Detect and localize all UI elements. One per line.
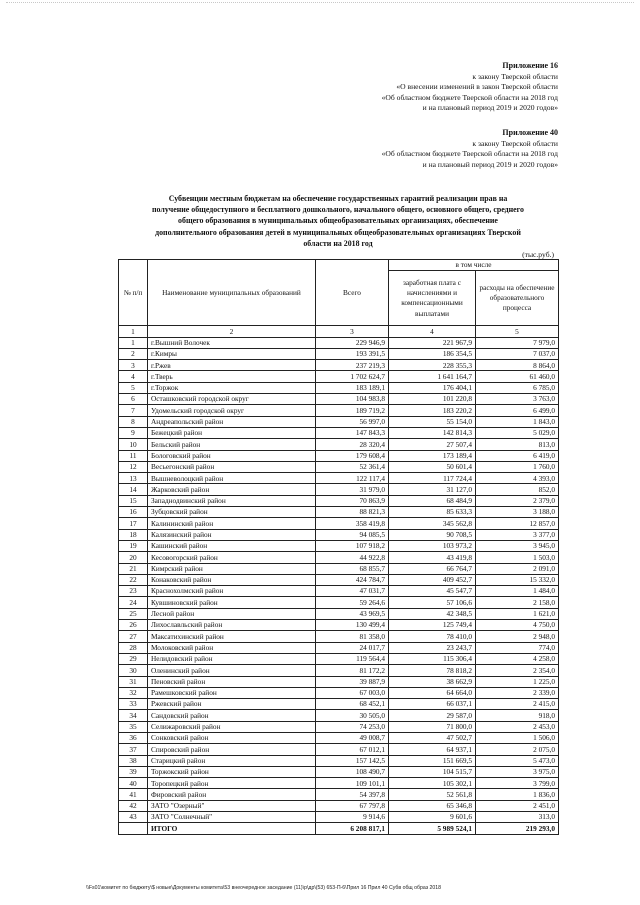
total-value: 81 172,2: [316, 665, 389, 676]
table-body: [119, 326, 559, 834]
appendix-line: «О внесении изменений в закон Тверской области: [396, 82, 558, 91]
total-value: 237 219,3: [316, 360, 389, 371]
salary-value: 103 973,2: [389, 540, 476, 551]
expenses-value: 3 377,0: [476, 529, 559, 540]
row-number: 1: [119, 337, 148, 348]
expenses-value: 1 484,0: [476, 586, 559, 597]
salary-value: 68 484,9: [389, 495, 476, 506]
row-number: 11: [119, 450, 148, 461]
appendix-line: «Об областном бюджете Тверской области на 2018 год: [381, 92, 558, 102]
municipality-name: Молоковский район: [148, 642, 316, 653]
expenses-value: 1 760,0: [476, 461, 559, 472]
total-value: 189 719,2: [316, 405, 389, 416]
total-value: 88 821,3: [316, 507, 389, 518]
row-number: 6: [119, 394, 148, 405]
table-row: [119, 439, 559, 450]
units-label: (тыс.руб.): [522, 250, 554, 259]
row-number: 40: [119, 778, 148, 789]
expenses-value: 1 836,0: [476, 789, 559, 800]
row-number: 38: [119, 755, 148, 766]
total-value: 229 946,9: [316, 337, 389, 348]
salary-value: 176 404,1: [389, 382, 476, 393]
salary-value: 71 800,0: [389, 721, 476, 732]
title-line: Субвенции местным бюджетам на обеспечение государственных гарантий реализации прав на: [168, 194, 508, 203]
row-number: 37: [119, 744, 148, 755]
salary-value: 66 764,7: [389, 563, 476, 574]
total-value: 179 608,4: [316, 450, 389, 461]
total-value: 107 918,2: [316, 540, 389, 551]
row-number: 33: [119, 699, 148, 710]
expenses-value: 3 763,0: [476, 394, 559, 405]
municipality-name: Торжокский район: [148, 766, 316, 777]
salary-value: 117 724,4: [389, 473, 476, 484]
row-number: 7: [119, 405, 148, 416]
row-number: 23: [119, 586, 148, 597]
salary-value: 29 587,0: [389, 710, 476, 721]
table-row: [119, 394, 559, 405]
salary-value: 228 355,3: [389, 360, 476, 371]
expenses-value: 5 473,0: [476, 755, 559, 766]
salary-value: 43 419,8: [389, 552, 476, 563]
total-value: 59 264,6: [316, 597, 389, 608]
row-number: 43: [119, 812, 148, 823]
municipality-name: Лихославльский район: [148, 620, 316, 631]
total-value: 6 208 817,1: [316, 823, 389, 834]
table-row: [119, 755, 559, 766]
table-row: [119, 699, 559, 710]
row-number: 22: [119, 574, 148, 585]
municipality-name: Вышневолоцкий район: [148, 473, 316, 484]
appendix-line: к закону Тверской области: [472, 71, 558, 81]
expenses-value: 3 975,0: [476, 766, 559, 777]
salary-value: 31 127,0: [389, 484, 476, 495]
expenses-value: 15 332,0: [476, 574, 559, 585]
subventions-table: [118, 259, 559, 835]
expenses-value: 1 843,0: [476, 416, 559, 427]
row-number: 39: [119, 766, 148, 777]
salary-value: 23 243,7: [389, 642, 476, 653]
salary-value: 78 818,2: [389, 665, 476, 676]
salary-value: 101 220,8: [389, 394, 476, 405]
salary-value: 186 354,5: [389, 348, 476, 359]
expenses-value: 7 979,0: [476, 337, 559, 348]
expenses-value: 313,0: [476, 812, 559, 823]
total-value: 31 979,0: [316, 484, 389, 495]
municipality-name: Старицкий район: [148, 755, 316, 766]
municipality-name: Бельский район: [148, 439, 316, 450]
row-number: [119, 823, 148, 834]
table-row: [119, 529, 559, 540]
row-number: 31: [119, 676, 148, 687]
expenses-value: 2 354,0: [476, 665, 559, 676]
municipality-name: Кашинский район: [148, 540, 316, 551]
table-row: [119, 405, 559, 416]
row-number: 26: [119, 620, 148, 631]
salary-value: 38 662,9: [389, 676, 476, 687]
row-number: 8: [119, 416, 148, 427]
municipality-name: Бежецкий район: [148, 427, 316, 438]
salary-value: 45 547,7: [389, 586, 476, 597]
row-number: 18: [119, 529, 148, 540]
salary-value: 183 220,2: [389, 405, 476, 416]
municipality-name: Жарковский район: [148, 484, 316, 495]
salary-value: 5 989 524,1: [389, 823, 476, 834]
total-value: 52 361,4: [316, 461, 389, 472]
appendix-40-block: [382, 128, 558, 170]
total-value: 109 101,1: [316, 778, 389, 789]
row-number: 19: [119, 540, 148, 551]
total-value: 157 142,5: [316, 755, 389, 766]
expenses-value: 2 948,0: [476, 631, 559, 642]
table-row: [119, 574, 559, 585]
municipality-name: Конаковский район: [148, 574, 316, 585]
table-row: [119, 620, 559, 631]
row-number: 13: [119, 473, 148, 484]
appendix-line: «Об областном бюджете Тверской области на 2018 год: [381, 149, 558, 158]
table-row: [119, 563, 559, 574]
total-value: 43 969,5: [316, 608, 389, 619]
row-number: 36: [119, 732, 148, 743]
municipality-name: Весьегонский район: [148, 461, 316, 472]
row-number: 24: [119, 597, 148, 608]
total-value: 44 922,8: [316, 552, 389, 563]
total-value: 67 003,0: [316, 687, 389, 698]
expenses-value: 2 379,0: [476, 495, 559, 506]
expenses-value: 852,0: [476, 484, 559, 495]
row-number: 25: [119, 608, 148, 619]
row-number: 20: [119, 552, 148, 563]
total-value: 183 189,1: [316, 382, 389, 393]
municipality-name: Краснохолмский район: [148, 586, 316, 597]
municipality-name: Осташковский городской округ: [148, 394, 316, 405]
total-value: 119 564,4: [316, 653, 389, 664]
municipality-name: Калининский район: [148, 518, 316, 529]
municipality-name: Сонковский район: [148, 732, 316, 743]
row-number: 16: [119, 507, 148, 518]
title-line: дополнительного образования детей в муниципальных общеобразовательных организациях Тверской: [155, 227, 521, 237]
table-row: [119, 687, 559, 698]
expenses-value: 1 621,0: [476, 608, 559, 619]
table-row: [119, 518, 559, 529]
expenses-value: 1 225,0: [476, 676, 559, 687]
table-row: [119, 427, 559, 438]
total-value: 358 419,8: [316, 518, 389, 529]
expenses-value: 3 799,0: [476, 778, 559, 789]
municipality-name: Кимрский район: [148, 563, 316, 574]
header-salary: заработная плата с начислениями и компенсационными выплатами: [389, 271, 476, 326]
total-value: 49 008,7: [316, 732, 389, 743]
expenses-value: 2 451,0: [476, 800, 559, 811]
total-value: 70 863,9: [316, 495, 389, 506]
table-row: [119, 676, 559, 687]
header-num: № п/п: [119, 260, 148, 326]
salary-value: 142 814,3: [389, 427, 476, 438]
row-number: 4: [119, 371, 148, 382]
table-row: [119, 766, 559, 777]
table-row: [119, 608, 559, 619]
municipality-name: Бологовский район: [148, 450, 316, 461]
total-value: 74 253,0: [316, 721, 389, 732]
table-row: [119, 540, 559, 551]
expenses-value: 774,0: [476, 642, 559, 653]
municipality-name: г.Кимры: [148, 348, 316, 359]
expenses-value: 918,0: [476, 710, 559, 721]
total-value: 39 887,9: [316, 676, 389, 687]
municipality-name: Селижаровский район: [148, 721, 316, 732]
expenses-value: 3 188,0: [476, 507, 559, 518]
index-cell: 4: [389, 326, 476, 337]
municipality-name: г.Торжок: [148, 382, 316, 393]
salary-value: 27 507,4: [389, 439, 476, 450]
municipality-name: Кувшиновский район: [148, 597, 316, 608]
table-row: [119, 450, 559, 461]
table-row: [119, 789, 559, 800]
table-row: [119, 416, 559, 427]
municipality-name: Андреапольский район: [148, 416, 316, 427]
salary-value: 9 601,6: [389, 812, 476, 823]
table-row: [119, 710, 559, 721]
expenses-value: 6 499,0: [476, 405, 559, 416]
municipality-name: ЗАТО "Солнечный": [148, 812, 316, 823]
table-row: [119, 642, 559, 653]
municipality-name: Оленинский район: [148, 665, 316, 676]
municipality-name: Сандовский район: [148, 710, 316, 721]
municipality-name: Лесной район: [148, 608, 316, 619]
row-number: 42: [119, 800, 148, 811]
table-row: [119, 382, 559, 393]
salary-value: 105 302,1: [389, 778, 476, 789]
table-row: [119, 800, 559, 811]
appendix-16-block: [382, 61, 558, 114]
total-value: 94 085,5: [316, 529, 389, 540]
salary-value: 55 154,0: [389, 416, 476, 427]
total-value: 67 797,8: [316, 800, 389, 811]
header-name: Наименование муниципальных образований: [148, 260, 316, 326]
municipality-name: Торопецкий район: [148, 778, 316, 789]
row-number: 30: [119, 665, 148, 676]
header-total: Всего: [316, 260, 389, 326]
table-row: [119, 631, 559, 642]
expenses-value: 2 091,0: [476, 563, 559, 574]
salary-value: 64 664,0: [389, 687, 476, 698]
salary-value: 50 601,4: [389, 461, 476, 472]
row-number: 15: [119, 495, 148, 506]
salary-value: 47 502,7: [389, 732, 476, 743]
total-value: 1 702 624,7: [316, 371, 389, 382]
table-row: [119, 732, 559, 743]
salary-value: 125 749,4: [389, 620, 476, 631]
municipality-name: Зубцовский район: [148, 507, 316, 518]
salary-value: 42 348,5: [389, 608, 476, 619]
expenses-value: 61 460,0: [476, 371, 559, 382]
salary-value: 409 452,7: [389, 574, 476, 585]
salary-value: 345 562,8: [389, 518, 476, 529]
index-cell: 3: [316, 326, 389, 337]
total-value: 47 031,7: [316, 586, 389, 597]
row-number: 29: [119, 653, 148, 664]
total-value: 68 452,1: [316, 699, 389, 710]
expenses-value: 219 293,0: [476, 823, 559, 834]
row-number: 41: [119, 789, 148, 800]
municipality-name: Нелидовский район: [148, 653, 316, 664]
municipality-name: г.Тверь: [148, 371, 316, 382]
appendix-heading: Приложение 40: [502, 128, 558, 137]
index-cell: 5: [476, 326, 559, 337]
row-number: 21: [119, 563, 148, 574]
salary-value: 151 669,5: [389, 755, 476, 766]
top-dotted-rule: [6, 2, 634, 4]
title-line: получение общедоступного и бесплатного дошкольного, начального общего, основного общего, среднего: [152, 205, 524, 215]
total-row: [119, 823, 559, 834]
expenses-value: 4 258,0: [476, 653, 559, 664]
expenses-value: 813,0: [476, 439, 559, 450]
expenses-value: 8 864,0: [476, 360, 559, 371]
expenses-value: 5 029,0: [476, 427, 559, 438]
salary-value: 104 515,7: [389, 766, 476, 777]
table-row: [119, 653, 559, 664]
salary-value: 65 346,8: [389, 800, 476, 811]
expenses-value: 12 857,0: [476, 518, 559, 529]
expenses-value: 3 945,0: [476, 540, 559, 551]
row-number: 17: [119, 518, 148, 529]
expenses-value: 2 075,0: [476, 744, 559, 755]
total-value: 193 391,5: [316, 348, 389, 359]
row-number: 12: [119, 461, 148, 472]
expenses-value: 6 419,0: [476, 450, 559, 461]
row-number: 28: [119, 642, 148, 653]
salary-value: 173 189,4: [389, 450, 476, 461]
total-value: 81 358,0: [316, 631, 389, 642]
municipality-name: Ржевский район: [148, 699, 316, 710]
row-number: 14: [119, 484, 148, 495]
table-row: [119, 337, 559, 348]
salary-value: 78 410,0: [389, 631, 476, 642]
expenses-value: 2 415,0: [476, 699, 559, 710]
total-value: 108 490,7: [316, 766, 389, 777]
column-index-row: [119, 326, 559, 337]
municipality-name: ЗАТО "Озерный": [148, 800, 316, 811]
municipality-name: Западнодвинский район: [148, 495, 316, 506]
total-value: 122 117,4: [316, 473, 389, 484]
index-cell: 1: [119, 326, 148, 337]
municipality-name: Рамешковский район: [148, 687, 316, 698]
header-including: в том числе: [389, 260, 559, 271]
table-row: [119, 473, 559, 484]
table-row: [119, 744, 559, 755]
expenses-value: 4 750,0: [476, 620, 559, 631]
municipality-name: Фировский район: [148, 789, 316, 800]
expenses-value: 1 506,0: [476, 732, 559, 743]
total-value: 424 784,7: [316, 574, 389, 585]
appendix-line: к закону Тверской области: [472, 138, 558, 148]
total-value: 9 914,6: [316, 812, 389, 823]
salary-value: 115 306,4: [389, 653, 476, 664]
table-row: [119, 360, 559, 371]
municipality-name: Спировский район: [148, 744, 316, 755]
municipality-name: Пеновский район: [148, 676, 316, 687]
document-title: [112, 193, 564, 249]
table-row: [119, 665, 559, 676]
total-value: 67 012,1: [316, 744, 389, 755]
row-number: 3: [119, 360, 148, 371]
appendix-heading: Приложение 16: [502, 61, 558, 70]
municipality-name: г.Ржев: [148, 360, 316, 371]
total-value: 68 855,7: [316, 563, 389, 574]
expenses-value: 2 158,0: [476, 597, 559, 608]
file-path-footer: \\Fs01\комитет по бюджету\$ новые\Документы комитета\53 внеочередное заседание (11)\р\др\(53) 653-П-6\Прил 16 Прил 40 Субв общ образ 2018: [86, 885, 442, 891]
row-number: 10: [119, 439, 148, 450]
table-row: [119, 586, 559, 597]
row-number: 34: [119, 710, 148, 721]
table-row: [119, 461, 559, 472]
total-value: 104 983,8: [316, 394, 389, 405]
municipality-name: ИТОГО: [148, 823, 316, 834]
table-row: [119, 778, 559, 789]
appendix-line: и на плановый период 2019 и 2020 годов»: [422, 159, 558, 169]
expenses-value: 1 503,0: [476, 552, 559, 563]
salary-value: 64 937,1: [389, 744, 476, 755]
expenses-value: 4 393,0: [476, 473, 559, 484]
table-row: [119, 597, 559, 608]
total-value: 24 017,7: [316, 642, 389, 653]
table-row: [119, 495, 559, 506]
appendix-line: и на плановый период 2019 и 2020 годов»: [422, 103, 558, 112]
total-value: 56 997,0: [316, 416, 389, 427]
salary-value: 52 561,8: [389, 789, 476, 800]
total-value: 147 843,3: [316, 427, 389, 438]
table-row: [119, 812, 559, 823]
municipality-name: Удомельский городской округ: [148, 405, 316, 416]
salary-value: 1 641 164,7: [389, 371, 476, 382]
table-row: [119, 371, 559, 382]
total-value: 130 499,4: [316, 620, 389, 631]
salary-value: 85 633,3: [389, 507, 476, 518]
table-row: [119, 348, 559, 359]
expenses-value: 2 339,0: [476, 687, 559, 698]
table-row: [119, 721, 559, 732]
salary-value: 90 708,5: [389, 529, 476, 540]
salary-value: 66 037,1: [389, 699, 476, 710]
total-value: 54 397,8: [316, 789, 389, 800]
expenses-value: 7 037,0: [476, 348, 559, 359]
municipality-name: г.Вышний Волочек: [148, 337, 316, 348]
row-number: 2: [119, 348, 148, 359]
municipality-name: Кесовогорский район: [148, 552, 316, 563]
total-value: 30 505,0: [316, 710, 389, 721]
salary-value: 57 106,6: [389, 597, 476, 608]
row-number: 35: [119, 721, 148, 732]
index-cell: 2: [148, 326, 316, 337]
total-value: 28 320,4: [316, 439, 389, 450]
row-number: 32: [119, 687, 148, 698]
table-row: [119, 552, 559, 563]
header-expenses: расходы на обеспечение образовательного процесса: [476, 271, 559, 326]
row-number: 9: [119, 427, 148, 438]
municipality-name: Максатихинский район: [148, 631, 316, 642]
row-number: 27: [119, 631, 148, 642]
salary-value: 221 967,9: [389, 337, 476, 348]
table-row: [119, 484, 559, 495]
title-line: общего образования в муниципальных общеобразовательных организациях, обеспечение: [178, 216, 498, 226]
expenses-value: 2 453,0: [476, 721, 559, 732]
table-row: [119, 507, 559, 518]
expenses-value: 6 785,0: [476, 382, 559, 393]
title-line: области на 2018 год: [303, 238, 373, 248]
row-number: 5: [119, 382, 148, 393]
municipality-name: Калязинский район: [148, 529, 316, 540]
